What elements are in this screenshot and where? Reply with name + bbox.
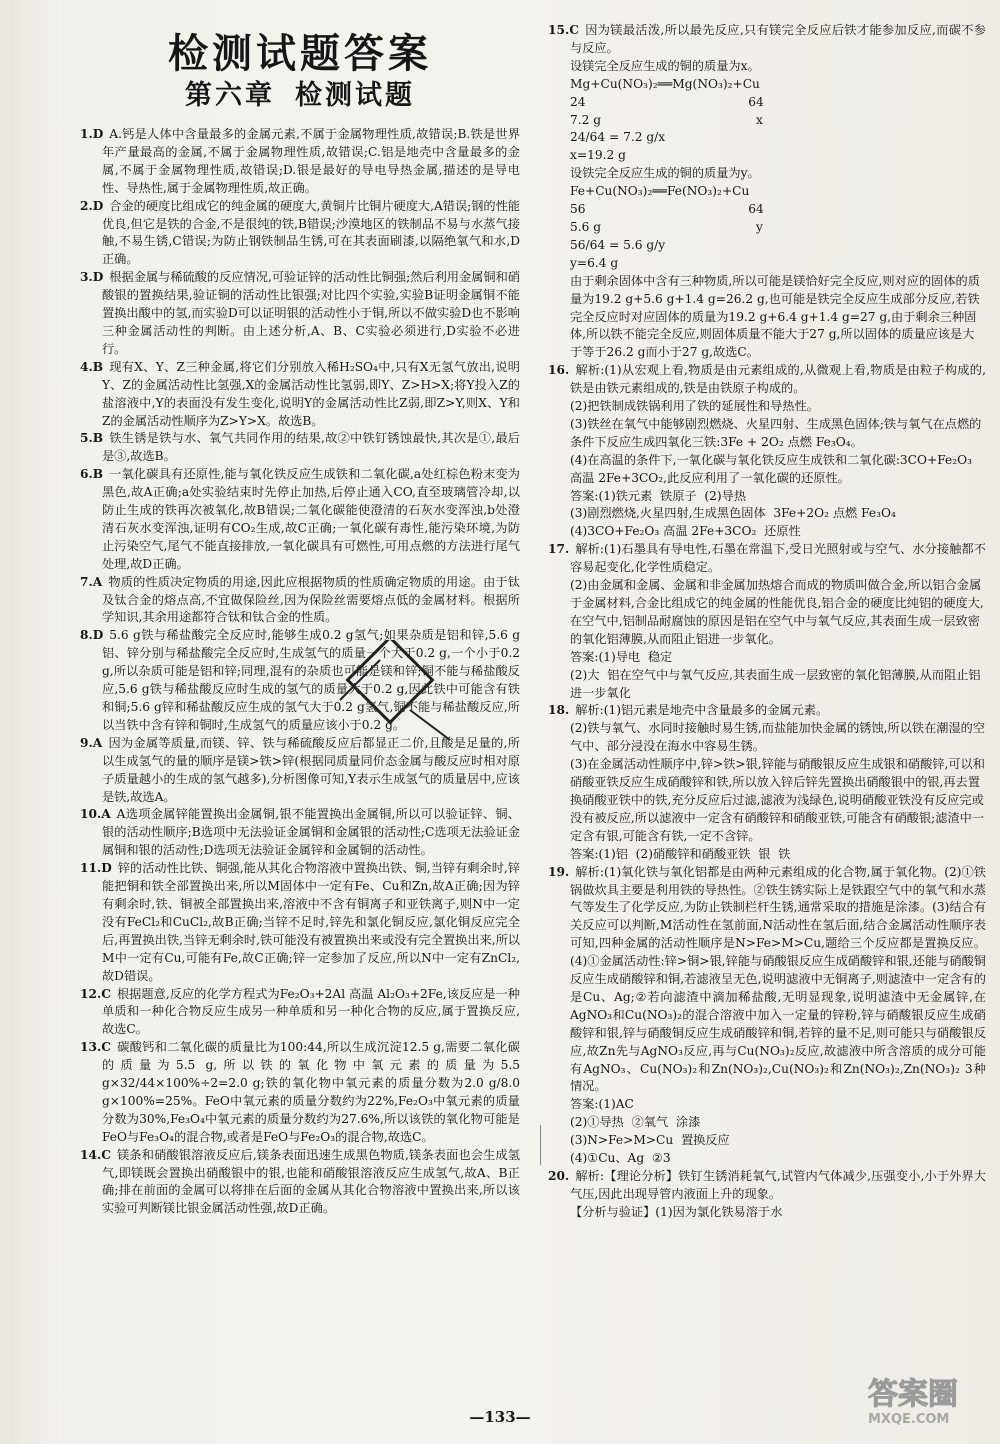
answer-text: A.钙是人体中含量最多的金属元素,不属于金属物理性质,故错误;B.铁是世界年产量最高的金属,不属于金属物理性质,故错误;C.铝是地壳中含量最多的金属,不属于金属物理性质,故错误;D.银是最好的导电导热金属,描述的是导电性、导热性,属于金属物理性质,故正确。 <box>102 127 520 195</box>
answer-text: A选项金属锌能置换出金属铜,银不能置换出金属铜,所以可以验证锌、铜、银的活动性顺序;B选项中无法验证金属铜和金属银的活动性;C选项无法验证金属铜和银的活动性;D选项无法验证金属锌和金属铜的活动性。 <box>102 807 520 858</box>
solution-line: 【分析与验证】(1)因为氯化铁易溶于水 <box>570 1204 783 1219</box>
answer-item <box>80 359 520 431</box>
answer-item <box>80 269 520 359</box>
solution-line: (2)大 铝在空气中与氧气反应,其表面生成一层致密的氧化铝薄膜,从而阻止铝进一步氧化 <box>570 667 981 700</box>
answer-text: 镁条和硝酸银溶液反应后,镁条表面迅速生成黑色物质,镁条表面也会生成氢气,即镁既会置换出硝酸银中的银,也能和硝酸银溶液反应生成氢气,故A、B正确;排在前面的金属可以将排在后面的金属从其化合物溶液中置换出来,所以该实验可判断镁比银金属活动性强,故D正确。 <box>102 1147 520 1216</box>
answer-item <box>548 541 986 577</box>
solution-line: (2)①导热 ②氧气 涂漆 <box>570 1115 701 1130</box>
solution-line: 答案:(1)AC <box>570 1097 634 1112</box>
answer-text: 锌的活动性比铁、铜强,能从其化合物溶液中置换出铁、铜,当锌有剩余时,锌能把铜和铁全部置换出来,所以M固体中一定有Fe、Cu和Zn,故A正确;因为锌有剩余时,铁、铜被全部置换出来,溶液中不含有铜离子和亚铁离子,则N中一定没有FeCl₂和CuCl₂,故B正确;当锌不足时,锌先和氯化铜反应,氯化铜反应完全后,再置换出铁,当锌无剩余时,铁可能没有被置换出来或没有完全置换出来,所以M中一定有Cu,可能有Fe,故C正确;锌一定参加了反应,所以N中一定有ZnCl₂,故D错误。 <box>102 861 520 983</box>
solution-line: (3)剧烈燃烧,火星四射,生成黑色固体 3Fe+2O₂ 点燃 Fe₃O₄ <box>570 506 896 521</box>
answer-number: 3.D <box>80 270 104 285</box>
answer-number: 1.D <box>80 127 104 141</box>
answer-item <box>548 22 986 58</box>
answer-text: 现有X、Y、Z三种金属,将它们分别放入稀H₂SO₄中,只有X无氢气放出,说明Y、Z的金属活动性比氢强,X的金属活动性比氢弱,即Y、Z>H>X;将Y投入Z的盐溶液中,Y的表面没有发生变化,说明Y的金属活动性比Z弱,即Z>Y,则X、Y和Z的金属活动性顺序为Z>Y>X。故选B。 <box>102 359 520 428</box>
solution-line: (3)在金属活动性顺序中,锌>铁>银,锌能与硝酸银反应生成银和硝酸锌,可以和硝酸亚铁反应生成硝酸锌和铁,所以放入锌后锌先置换出硝酸银中的银,再去置换硝酸亚铁中的铁,充分反应后过滤,滤液为浅绿色,说明硝酸亚铁没有反应完或没有被反应,所以滤液中一定含有硝酸锌和硝酸亚铁,可能含有硝酸银;滤渣中一定含有银,可能含有铁,一定不含锌。 <box>570 757 985 843</box>
answer-text: 根据题意,反应的化学方程式为Fe₂O₃+2Al 高温 Al₂O₃+2Fe,该反应是一种单质和一种化合物反应生成另一种单质和另一种化合物的反应,属于置换反应,故选C。 <box>102 986 520 1037</box>
chapter-title <box>80 78 520 114</box>
answer-number: 18. <box>548 703 570 718</box>
answer-item <box>548 864 986 1097</box>
solution-line: 答案:(1)导电 稳定 <box>570 649 673 664</box>
answer-item <box>80 198 520 270</box>
solution-line: (2)由金属和金属、金属和非金属加热熔合而成的物质叫做合金,所以铝合金属于金属材料,合金比组成它的纯金属的性能优良,铝合金的硬度比纯铝的硬度大,在空气中,铝制品耐腐蚀的原因是铝在空气中与氧气反应,其表面生成一层致密的氧化铝薄膜,从而阻止铝进一步氧化。 <box>570 578 984 646</box>
answer-text: 合金的硬度比组成它的纯金属的硬度大,黄铜片比铜片硬度大,A错误;钢的性能优良,但它是铁的合金,不是很纯的铁,B错误;沙漠地区的铁制品不易与水蒸气接触,不易生锈,C错误;为防止钢铁制品生锈,可在其表面刷漆,以隔绝氧气和水,D正确。 <box>102 198 520 267</box>
answer-item <box>80 806 520 860</box>
stamp-mark <box>320 640 470 750</box>
answer-number: 7.A <box>80 574 103 589</box>
answer-text: 根据金属与稀硫酸的反应情况,可验证锌的活动性比铜强;然后利用金属铜和硝酸银的置换结果,验证铜的活动性比银强;对比四个实验,实验B证明金属铜不能置换出酸中的氢,而实验D可以证明银的活动性小于铜,所以不做实验D也不影响三种金属活动性的判断。由上述分析,A、B、C实验必须进行,D实验不必进行。 <box>102 270 520 356</box>
solution-line: Mg+Cu(NO₃)₂══Mg(NO₃)₂+Cu <box>570 76 760 91</box>
page-number: —133— <box>469 1408 531 1426</box>
solution-line: Fe+Cu(NO₃)₂══Fe(NO₃)₂+Cu <box>570 184 750 199</box>
answer-item <box>548 362 986 398</box>
answer-text: 解析:(1)氧化铁与氧化铝都是由两种元素组成的化合物,属于氧化物。(2)①铁锅做炊具主要是利用铁的导热性。②铁生锈实际上是铁跟空气中的氧气和水蒸气等发生了化学反应,为防止铁制栏杆生锈,通常采取的措施是涂漆。(3)结合有关反应可以判断,M活动性在氢前面,N活动性在氢后面,结合金属活动性顺序表可知,四种金属的活动性顺序是N>Fe>M>Cu,题给三个反应都是置换反应。(4)①金属活动性:锌>铜>银,锌能与硝酸银反应生成硝酸锌和银,还能与硝酸铜反应生成硝酸锌和铜,若滤液呈无色,说明滤液中无铜离子,则滤渣中一定含有的是Cu、Ag;②若向滤渣中滴加稀盐酸,无明显现象,说明滤渣中无金属锌,在AgNO₃和Cu(NO₃)₂的混合溶液中加入一定量的锌粉,锌与硝酸银反应生成硝酸锌和银,锌与硝酸铜反应生成硝酸锌和铜,若锌的量不足,则可能只与硝酸银反应,故Zn先与AgNO₃反应,再与Cu(NO₃)₂反应,故滤液中所含溶质的成分可能有AgNO₃、Cu(NO₃)₂和Zn(NO₃)₂,Cu(NO₃)₂和Zn(NO₃)₂,Zn(NO₃)₂ 3种情况。 <box>570 864 986 1094</box>
answer-text: 铁生锈是铁与水、氧气共同作用的结果,故②中铁钉锈蚀最快,其次是①,最后是③,故选B。 <box>102 431 520 464</box>
solution-line: (4)①Cu、Ag ②3 <box>570 1151 671 1166</box>
answer-item <box>548 702 986 720</box>
answer-number: 2.D <box>80 198 104 213</box>
answer-number: 17. <box>548 542 570 557</box>
margin-mark <box>540 1125 541 1165</box>
solution-line: y=6.4 g <box>570 255 619 270</box>
solution-line: (4)在高温的条件下,一氧化碳与氧化铁反应生成铁和二氧化碳:3CO+Fe₂O₃ 高温 2Fe+3CO₂,此反应利用了一氧化碳的还原性。 <box>570 452 976 485</box>
watermark-text: 答案圈 <box>868 1377 958 1412</box>
answer-number: 5.B <box>80 431 104 446</box>
answer-text: 5.6 g铁与稀盐酸完全反应时,能够生成0.2 g氢气;如果杂质是铝和锌,5.6 g铝、锌分别与稀盐酸完全反应时,生成氢气的质量一个大于0.2 g,一个小于0.2 g,所以杂质可能是铝和锌;同理,混有的杂质也可能是镁和锌;铜不能与稀盐酸反应,5.6 g铁与稀盐酸反应时生成的氢气的质量大于0.2 g,因此铁中可能含有铁和铜;5.6 g锌和稀盐酸反应生成的氢气大于0.2 g氢气,铜不能与稀盐酸反应,所以当铁中含有锌和铜时,生成氢气的质量应该小于0.2 g。 <box>102 628 520 732</box>
watermark-url: MXQE.COM <box>868 1412 950 1427</box>
answer-text: 解析:(1)铝元素是地壳中含量最多的金属元素。 <box>575 703 829 718</box>
answer-number: 9.A <box>80 735 103 750</box>
solution-line: 由于剩余固体中含有三种物质,所以可能是镁恰好完全反应,则对应的固体的质量为19.2 g+5.6 g+1.4 g=26.2 g,也可能是铁完全反应生成部分反应,若铁完全反应时对应固体的质量为19.2 g+6.4 g+1.4 g=27 g,由于剩余三种固体,所以铁不能完全反应,则固体质量不能大于27 g,所以固体的质量应该是大于等于26.2 g而小于27 g,故选C。 <box>570 273 980 360</box>
solution-line: 设镁完全反应生成的铜的质量为x。 <box>570 58 760 73</box>
page-title: 检测试题答案 <box>168 30 432 77</box>
solution-line: (2)铁与氧气、水同时接触时易生锈,而盐能加快金属的锈蚀,所以铁在潮湿的空气中、部分浸没在海水中容易生锈。 <box>570 721 986 754</box>
answer-text: 一氧化碳具有还原性,能与氧化铁反应生成铁和二氧化碳,a处红棕色粉末变为黑色,故A正确;a处实验结束时先停止加热,后停止通入CO,直至玻璃管冷却,以防止生成的铁再次被氧化,故B错误;二氧化碳能使澄清的石灰水变浑浊,b处澄清石灰水变浑浊,证明有CO₂生成,故C正确;一氧化碳有毒性,能污染环境,为防止污染空气,尾气不能直接排放,一氧化碳具有可燃性,可用点燃的方法进行尾气处理,故D正确。 <box>102 467 520 571</box>
solution-line: (2)把铁制成铁锅利用了铁的延展性和导热性。 <box>570 399 819 414</box>
answer-number: 19. <box>548 864 570 879</box>
answer-item <box>80 1039 520 1146</box>
answer-number: 12.C <box>80 986 111 1001</box>
answer-text: 物质的性质决定物质的用途,因此应根据物质的性质确定物质的用途。由于钛及钛合金的熔点高,不宜做保险丝,因为保险丝需要熔点低的金属材料。根据所学知识,其余用途都符合钛和钛合金的性质。 <box>102 574 520 625</box>
answer-text: 解析:(1)从宏观上看,物质是由元素组成的,从微观上看,物质是由粒子构成的,铁是由铁元素组成的,铁是由铁原子构成的。 <box>570 363 986 396</box>
answer-text: 因为金属等质量,而镁、锌、铁与稀硫酸反应后都显正二价,且酸是足量的,所以生成氢气的量的顺序是镁>铁>锌(根据同质量同价态金属与酸反应时相对原子质量越小的生成的氢气越多),分析图像可知,Y表示生成氢气的质量居中,应该是铁,故选A。 <box>102 735 520 804</box>
left-column <box>80 0 520 1218</box>
answer-number: 20. <box>548 1169 570 1183</box>
answer-text: 碳酸钙和二氧化碳的质量比为100:44,所以生成沉淀12.5 g,需要二氧化碳的质量为5.5 g,所以铁的氧化物中氧元素的质量为5.5 g×32/44×100%÷2=2.0 g;铁的氧化物中氧元素的质量分数为2.0 g/8.0 g×100%=25%。FeO中氧元素的质量分数约为22%,Fe₂O₃中氧元素的质量分数为30%,Fe₃O₄中氧元素的质量分数约为27.6%,所以该铁的氧化物可能是FeO与Fe₃O₄的混合物,或者是FeO与Fe₂O₃的混合物,故选C。 <box>102 1040 520 1144</box>
chapter-subtitle: 检测试题 <box>295 80 415 111</box>
solution-line: (3)铁丝在氧气中能够剧烈燃烧、火星四射、生成黑色固体;铁与氧气在点燃的条件下反应生成四氧化三铁:3Fe + 2O₂ 点燃 Fe₃O₄。 <box>570 416 982 449</box>
answer-item <box>80 126 520 198</box>
solution-line: 24/64 = 7.2 g/x <box>570 130 666 145</box>
solution-line: (4)3CO+Fe₂O₃ 高温 2Fe+3CO₂ 还原性 <box>570 524 801 539</box>
solution-line: 56 64 <box>570 202 764 217</box>
solution-line: x=19.2 g <box>570 148 626 163</box>
answer-number: 4.B <box>80 359 104 374</box>
answer-number: 13.C <box>80 1040 111 1055</box>
solution-line: (3)N>Fe>M>Cu 置换反应 <box>570 1133 730 1148</box>
answer-item <box>80 1147 520 1219</box>
right-answers <box>548 22 986 1222</box>
answer-number: 6.B <box>80 467 104 482</box>
answer-number: 10.A <box>80 807 111 822</box>
solution-line: 5.6 g y <box>570 219 763 234</box>
answer-item <box>80 574 520 628</box>
answer-item <box>80 466 520 573</box>
answer-item <box>80 860 520 985</box>
answer-text: 解析:(1)石墨具有导电性,石墨在常温下,受日光照射或与空气、水分接触都不容易起变化,化学性质稳定。 <box>570 542 986 575</box>
solution-line: 设铁完全反应生成的铜的质量为y。 <box>570 166 760 181</box>
solution-line: 24 64 <box>570 94 764 109</box>
answer-number: 15.C <box>548 23 579 37</box>
answer-number: 8.D <box>80 628 104 643</box>
right-column <box>548 22 986 1222</box>
answer-item <box>80 430 520 466</box>
answer-number: 11.D <box>80 861 112 876</box>
answer-item <box>80 986 520 1040</box>
answer-number: 14.C <box>80 1147 111 1162</box>
solution-line: 7.2 g x <box>570 112 763 127</box>
solution-line: 答案:(1)铝 (2)硝酸锌和硝酸亚铁 银 铁 <box>570 846 791 861</box>
answer-item <box>548 1168 986 1204</box>
solution-line: 56/64 = 5.6 g/y <box>570 237 666 252</box>
chapter-label: 第六章 <box>185 80 275 111</box>
answer-text: 解析:【理论分析】铁钉生锈消耗氧气,试管内气体减少,压强变小,小于外界大气压,因此出现导管内液面上升的现象。 <box>570 1169 986 1201</box>
title-block <box>80 0 520 114</box>
watermark-logo <box>868 1378 978 1436</box>
solution-line: 答案:(1)铁元素 铁原子 (2)导热 <box>570 488 747 503</box>
answer-number: 16. <box>548 363 570 378</box>
answer-text: 因为镁最活泼,所以最先反应,只有镁完全反应后铁才能参加反应,而碳不参与反应。 <box>570 23 986 55</box>
